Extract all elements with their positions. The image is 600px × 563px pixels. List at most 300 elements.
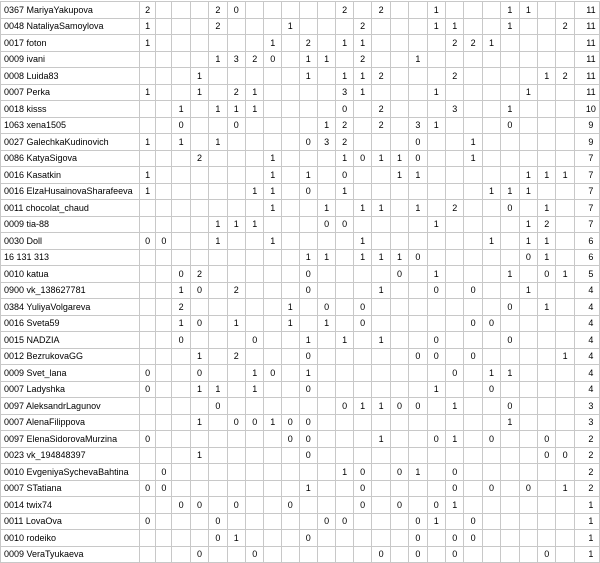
total-cell: 7 xyxy=(574,167,599,184)
score-cell xyxy=(353,348,371,365)
score-cell: 0 xyxy=(464,348,482,365)
score-cell xyxy=(390,414,408,431)
score-cell: 2 xyxy=(538,216,556,233)
score-cell xyxy=(317,530,335,547)
score-cell xyxy=(427,150,445,167)
score-cell: 0 xyxy=(139,365,156,382)
score-cell xyxy=(501,447,519,464)
score-cell: 0 xyxy=(336,216,354,233)
score-cell xyxy=(336,497,354,514)
score-cell xyxy=(246,398,264,415)
score-cell xyxy=(482,167,500,184)
participant-name: 0086 KatyaSigova xyxy=(1,150,140,167)
score-cell xyxy=(282,2,300,19)
score-cell xyxy=(246,447,264,464)
score-cell: 0 xyxy=(482,431,500,448)
score-cell: 0 xyxy=(336,398,354,415)
score-cell xyxy=(372,365,390,382)
score-cell: 0 xyxy=(446,530,464,547)
participant-name: 0018 kisss xyxy=(1,101,140,118)
score-cell xyxy=(409,84,427,101)
score-cell: 0 xyxy=(139,431,156,448)
score-cell: 1 xyxy=(299,249,317,266)
total-cell: 4 xyxy=(574,365,599,382)
participant-name: 0009 ivani xyxy=(1,51,140,68)
score-cell: 1 xyxy=(139,183,156,200)
score-cell xyxy=(227,546,245,563)
score-cell: 0 xyxy=(519,480,537,497)
score-cell xyxy=(209,150,227,167)
score-cell xyxy=(264,398,282,415)
score-cell: 1 xyxy=(299,365,317,382)
score-cell xyxy=(156,84,172,101)
score-cell xyxy=(538,315,556,332)
score-cell: 1 xyxy=(353,35,371,52)
score-cell: 0 xyxy=(538,447,556,464)
participant-name: 0009 Svet_lana xyxy=(1,365,140,382)
score-cell xyxy=(139,447,156,464)
score-cell: 0 xyxy=(482,480,500,497)
score-cell xyxy=(409,282,427,299)
score-cell xyxy=(353,365,371,382)
score-cell: 1 xyxy=(501,18,519,35)
score-cell: 0 xyxy=(227,2,245,19)
score-cell xyxy=(464,299,482,316)
total-cell: 6 xyxy=(574,249,599,266)
score-cell xyxy=(336,200,354,217)
score-cell: 0 xyxy=(482,315,500,332)
score-cell xyxy=(336,249,354,266)
score-cell: 0 xyxy=(282,414,300,431)
score-cell: 2 xyxy=(299,35,317,52)
score-cell xyxy=(336,51,354,68)
score-cell: 0 xyxy=(409,513,427,530)
score-cell xyxy=(264,480,282,497)
table-row xyxy=(1,2,600,19)
score-cell xyxy=(172,365,190,382)
score-cell xyxy=(501,513,519,530)
table-row xyxy=(1,167,600,184)
score-cell xyxy=(299,513,317,530)
score-cell xyxy=(209,332,227,349)
score-cell xyxy=(264,513,282,530)
score-cell xyxy=(172,200,190,217)
score-cell xyxy=(556,200,574,217)
score-cell xyxy=(246,282,264,299)
score-cell xyxy=(372,414,390,431)
score-cell xyxy=(139,299,156,316)
score-cell xyxy=(282,84,300,101)
score-cell xyxy=(227,365,245,382)
score-cell xyxy=(227,431,245,448)
score-cell xyxy=(556,398,574,415)
score-cell: 1 xyxy=(336,68,354,85)
score-cell xyxy=(409,101,427,118)
score-cell: 1 xyxy=(209,101,227,118)
score-cell xyxy=(317,447,335,464)
score-cell xyxy=(336,315,354,332)
score-cell: 0 xyxy=(427,332,445,349)
score-cell xyxy=(227,68,245,85)
score-cell: 0 xyxy=(427,497,445,514)
score-cell xyxy=(246,497,264,514)
score-cell xyxy=(172,431,190,448)
score-cell xyxy=(282,51,300,68)
score-cell xyxy=(556,513,574,530)
score-cell xyxy=(482,216,500,233)
score-cell xyxy=(353,546,371,563)
score-cell xyxy=(556,315,574,332)
score-cell: 0 xyxy=(299,282,317,299)
score-cell xyxy=(556,134,574,151)
score-cell: 0 xyxy=(299,431,317,448)
score-cell xyxy=(556,299,574,316)
score-cell xyxy=(390,480,408,497)
score-cell xyxy=(227,18,245,35)
score-cell xyxy=(519,266,537,283)
score-cell xyxy=(519,381,537,398)
score-cell xyxy=(139,315,156,332)
score-cell xyxy=(464,18,482,35)
score-cell: 2 xyxy=(190,266,208,283)
score-cell xyxy=(172,513,190,530)
score-cell: 1 xyxy=(190,348,208,365)
score-cell: 1 xyxy=(227,315,245,332)
score-cell xyxy=(282,117,300,134)
score-cell xyxy=(446,299,464,316)
score-cell: 0 xyxy=(353,464,371,481)
score-cell xyxy=(156,183,172,200)
score-cell xyxy=(172,249,190,266)
score-cell: 0 xyxy=(336,101,354,118)
score-cell xyxy=(299,117,317,134)
score-cell xyxy=(264,68,282,85)
score-cell: 2 xyxy=(464,35,482,52)
score-cell: 3 xyxy=(317,134,335,151)
score-cell xyxy=(156,266,172,283)
score-cell xyxy=(501,68,519,85)
score-cell xyxy=(427,167,445,184)
score-cell xyxy=(246,299,264,316)
score-cell: 0 xyxy=(501,332,519,349)
score-cell xyxy=(464,414,482,431)
score-cell xyxy=(172,447,190,464)
score-cell xyxy=(519,51,537,68)
score-cell xyxy=(538,414,556,431)
participant-name: 0009 tia-88 xyxy=(1,216,140,233)
score-cell xyxy=(501,51,519,68)
score-cell xyxy=(156,18,172,35)
score-cell: 0 xyxy=(227,414,245,431)
score-cell xyxy=(317,101,335,118)
score-cell xyxy=(390,2,408,19)
total-cell: 11 xyxy=(574,84,599,101)
total-cell: 10 xyxy=(574,101,599,118)
score-cell xyxy=(464,84,482,101)
score-cell: 0 xyxy=(353,299,371,316)
score-cell xyxy=(538,134,556,151)
score-cell xyxy=(538,480,556,497)
score-cell: 1 xyxy=(482,35,500,52)
score-cell xyxy=(317,68,335,85)
score-cell xyxy=(246,464,264,481)
score-cell: 1 xyxy=(299,167,317,184)
score-cell xyxy=(556,101,574,118)
score-cell xyxy=(538,464,556,481)
score-cell xyxy=(353,431,371,448)
score-cell xyxy=(519,513,537,530)
score-cell xyxy=(446,167,464,184)
score-cell: 1 xyxy=(372,398,390,415)
score-cell xyxy=(519,348,537,365)
score-cell xyxy=(482,18,500,35)
score-cell xyxy=(282,134,300,151)
score-cell xyxy=(264,18,282,35)
score-cell: 1 xyxy=(190,68,208,85)
score-cell xyxy=(190,431,208,448)
score-cell xyxy=(538,183,556,200)
table-row xyxy=(1,68,600,85)
score-cell xyxy=(556,464,574,481)
score-cell xyxy=(409,35,427,52)
score-cell xyxy=(501,167,519,184)
table-row xyxy=(1,447,600,464)
score-cell: 0 xyxy=(246,332,264,349)
participant-name: 0023 vk_194848397 xyxy=(1,447,140,464)
score-cell xyxy=(264,497,282,514)
score-cell xyxy=(282,101,300,118)
score-cell: 1 xyxy=(209,233,227,250)
score-cell xyxy=(390,332,408,349)
participant-name: 0007 STatiana xyxy=(1,480,140,497)
score-cell xyxy=(336,282,354,299)
participant-name: 0016 Sveta59 xyxy=(1,315,140,332)
score-cell: 0 xyxy=(336,167,354,184)
score-cell: 1 xyxy=(538,68,556,85)
score-cell xyxy=(209,348,227,365)
score-cell: 1 xyxy=(427,513,445,530)
score-cell xyxy=(317,480,335,497)
participant-name: 0016 Kasatkin xyxy=(1,167,140,184)
score-cell xyxy=(264,266,282,283)
score-cell xyxy=(390,299,408,316)
score-cell: 1 xyxy=(190,447,208,464)
score-cell xyxy=(446,183,464,200)
score-cell: 0 xyxy=(556,447,574,464)
score-cell xyxy=(409,216,427,233)
score-cell: 2 xyxy=(353,18,371,35)
score-cell: 1 xyxy=(246,216,264,233)
score-cell xyxy=(538,101,556,118)
score-cell xyxy=(482,282,500,299)
score-cell: 1 xyxy=(556,266,574,283)
table-row xyxy=(1,414,600,431)
score-cell xyxy=(372,348,390,365)
score-cell: 1 xyxy=(353,233,371,250)
score-cell xyxy=(446,513,464,530)
table-row xyxy=(1,216,600,233)
score-cell xyxy=(482,530,500,547)
score-cell xyxy=(317,266,335,283)
score-cell xyxy=(156,546,172,563)
total-cell: 7 xyxy=(574,183,599,200)
score-cell xyxy=(519,431,537,448)
score-cell: 0 xyxy=(409,398,427,415)
score-cell: 2 xyxy=(336,2,354,19)
score-cell xyxy=(227,332,245,349)
score-cell: 1 xyxy=(317,51,335,68)
score-cell xyxy=(156,365,172,382)
score-cell xyxy=(172,84,190,101)
score-cell xyxy=(209,464,227,481)
score-cell xyxy=(446,134,464,151)
score-cell: 2 xyxy=(372,2,390,19)
score-cell: 1 xyxy=(299,332,317,349)
score-cell: 1 xyxy=(519,2,537,19)
score-cell xyxy=(556,84,574,101)
score-cell xyxy=(538,332,556,349)
score-cell: 0 xyxy=(299,414,317,431)
score-cell: 0 xyxy=(172,332,190,349)
total-cell: 5 xyxy=(574,266,599,283)
score-cell: 0 xyxy=(264,51,282,68)
score-cell xyxy=(446,332,464,349)
score-cell: 1 xyxy=(446,497,464,514)
score-cell: 0 xyxy=(427,282,445,299)
score-cell xyxy=(156,414,172,431)
participant-name: 0900 vk_138627781 xyxy=(1,282,140,299)
score-cell xyxy=(139,546,156,563)
score-cell xyxy=(264,546,282,563)
score-cell xyxy=(556,117,574,134)
score-cell xyxy=(190,233,208,250)
score-cell xyxy=(556,249,574,266)
score-cell xyxy=(336,266,354,283)
score-cell: 0 xyxy=(427,348,445,365)
score-cell: 1 xyxy=(190,381,208,398)
score-cell: 0 xyxy=(209,530,227,547)
score-cell xyxy=(190,35,208,52)
participant-name: 0014 twix74 xyxy=(1,497,140,514)
score-cell xyxy=(139,68,156,85)
score-cell xyxy=(482,101,500,118)
score-cell: 1 xyxy=(246,101,264,118)
score-cell xyxy=(427,315,445,332)
score-cell xyxy=(282,266,300,283)
score-cell: 0 xyxy=(227,497,245,514)
score-cell xyxy=(482,299,500,316)
score-cell xyxy=(139,200,156,217)
score-cell: 0 xyxy=(409,546,427,563)
score-cell xyxy=(156,381,172,398)
score-cell xyxy=(190,398,208,415)
score-cell xyxy=(156,101,172,118)
score-cell: 1 xyxy=(501,414,519,431)
score-cell xyxy=(299,216,317,233)
score-cell xyxy=(556,282,574,299)
table-row xyxy=(1,497,600,514)
participant-name: 0030 Doll xyxy=(1,233,140,250)
score-cell: 1 xyxy=(139,18,156,35)
score-cell xyxy=(172,183,190,200)
score-cell xyxy=(317,150,335,167)
score-cell xyxy=(172,480,190,497)
score-cell xyxy=(501,84,519,101)
score-cell xyxy=(209,183,227,200)
score-cell: 0 xyxy=(446,546,464,563)
score-cell xyxy=(172,398,190,415)
score-cell xyxy=(209,431,227,448)
score-cell xyxy=(282,365,300,382)
score-cell xyxy=(501,431,519,448)
score-cell xyxy=(227,480,245,497)
score-cell xyxy=(538,117,556,134)
table-row xyxy=(1,18,600,35)
score-cell xyxy=(190,200,208,217)
score-cell xyxy=(264,282,282,299)
score-cell xyxy=(501,348,519,365)
score-cell: 1 xyxy=(519,282,537,299)
score-cell: 1 xyxy=(519,216,537,233)
total-cell: 11 xyxy=(574,35,599,52)
score-cell xyxy=(264,216,282,233)
table-row xyxy=(1,398,600,415)
score-cell: 0 xyxy=(246,414,264,431)
score-cell: 0 xyxy=(390,266,408,283)
score-cell xyxy=(209,266,227,283)
score-cell: 1 xyxy=(538,299,556,316)
score-cell: 1 xyxy=(246,365,264,382)
score-cell: 1 xyxy=(209,51,227,68)
participant-name: 0008 Luida83 xyxy=(1,68,140,85)
participant-name: 16 131 313 xyxy=(1,249,140,266)
score-cell xyxy=(372,233,390,250)
score-cell xyxy=(353,414,371,431)
score-cell xyxy=(139,117,156,134)
score-cell: 0 xyxy=(409,150,427,167)
score-cell: 1 xyxy=(353,84,371,101)
score-cell xyxy=(209,167,227,184)
score-cell: 1 xyxy=(227,216,245,233)
score-cell xyxy=(519,398,537,415)
score-cell xyxy=(317,233,335,250)
table-row xyxy=(1,282,600,299)
score-cell xyxy=(390,117,408,134)
participant-name: 0011 chocolat_chaud xyxy=(1,200,140,217)
score-cell xyxy=(372,497,390,514)
score-cell xyxy=(336,414,354,431)
score-cell xyxy=(156,299,172,316)
score-cell xyxy=(156,431,172,448)
score-cell xyxy=(139,497,156,514)
score-cell xyxy=(282,249,300,266)
score-cell xyxy=(482,68,500,85)
score-cell xyxy=(372,18,390,35)
score-cell xyxy=(446,381,464,398)
score-cell xyxy=(227,381,245,398)
total-cell: 7 xyxy=(574,216,599,233)
score-cell xyxy=(317,2,335,19)
score-cell: 1 xyxy=(264,167,282,184)
score-cell: 0 xyxy=(190,546,208,563)
score-cell: 3 xyxy=(227,51,245,68)
score-cell: 1 xyxy=(317,200,335,217)
score-cell xyxy=(246,233,264,250)
score-cell xyxy=(556,216,574,233)
score-cell: 1 xyxy=(336,464,354,481)
score-cell xyxy=(464,2,482,19)
score-cell xyxy=(246,134,264,151)
